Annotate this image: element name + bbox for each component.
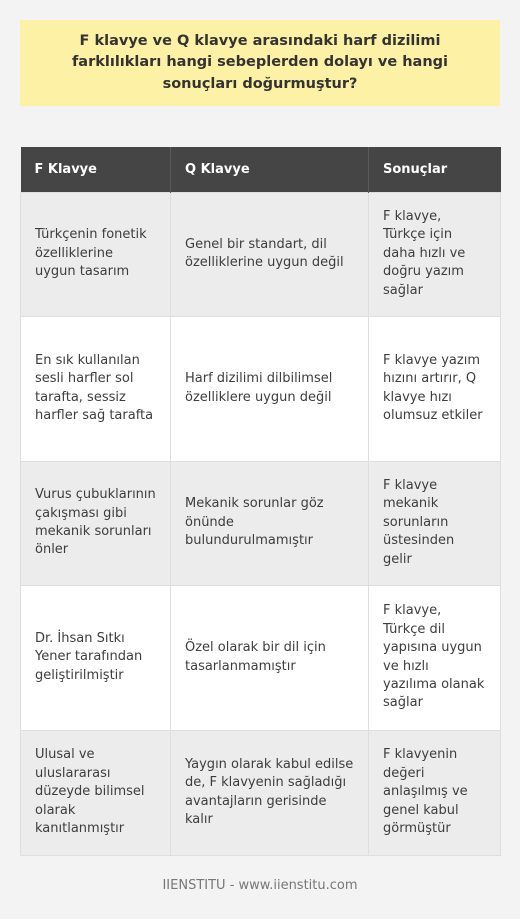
cell-q-klavye: Yaygın olarak kabul edilse de, F klavyenin sağladığı avantajların gerisinde kalır <box>171 730 369 855</box>
cell-q-klavye: Özel olarak bir dil için tasarlanmamıştır <box>171 585 369 730</box>
cell-sonuclar: F klavye mekanik sorunların üstesinden gelir <box>369 461 501 585</box>
header-sonuclar: Sonuçlar <box>369 147 501 192</box>
cell-f-klavye: Dr. İhsan Sıtkı Yener tarafından geliştirilmiştir <box>21 585 171 730</box>
cell-f-klavye: Türkçenin fonetik özelliklerine uygun tasarım <box>21 192 171 316</box>
table-header-row <box>21 147 501 192</box>
question-title: F klavye ve Q klavye arasındaki harf dizilimi farklılıkları hangi sebeplerden dolayı ve hangi sonuçları doğurmuştur? <box>72 33 448 92</box>
cell-sonuclar: F klavyenin değeri anlaşılmış ve genel kabul görmüştür <box>369 730 501 855</box>
cell-sonuclar: F klavye, Türkçe için daha hızlı ve doğru yazım sağlar <box>369 192 501 316</box>
table-row <box>21 730 501 855</box>
cell-q-klavye: Genel bir standart, dil özelliklerine uygun değil <box>171 192 369 316</box>
cell-sonuclar: F klavye yazım hızını artırır, Q klavye hızı olumsuz etkiler <box>369 316 501 461</box>
cell-f-klavye: Ulusal ve uluslararası düzeyde bilimsel olarak kanıtlanmıştır <box>21 730 171 855</box>
cell-f-klavye: Vurus çubuklarının çakışması gibi mekanik sorunları önler <box>21 461 171 585</box>
cell-q-klavye: Harf dizilimi dilbilimsel özelliklere uygun değil <box>171 316 369 461</box>
footer-credit: IIENSTITU - www.iienstitu.com <box>162 878 358 893</box>
header-q-klavye: Q Klavye <box>171 147 369 192</box>
table-row <box>21 585 501 730</box>
cell-q-klavye: Mekanik sorunlar göz önünde bulundurulmamıştır <box>171 461 369 585</box>
cell-f-klavye: En sık kullanılan sesli harfler sol tarafta, sessiz harfler sağ tarafta <box>21 316 171 461</box>
table-row <box>21 192 501 316</box>
table-row <box>21 316 501 461</box>
table-row <box>21 461 501 585</box>
question-box <box>20 20 500 106</box>
comparison-table <box>20 147 501 856</box>
header-f-klavye: F Klavye <box>21 147 171 192</box>
cell-sonuclar: F klavye, Türkçe dil yapısına uygun ve hızlı yazılıma olanak sağlar <box>369 585 501 730</box>
